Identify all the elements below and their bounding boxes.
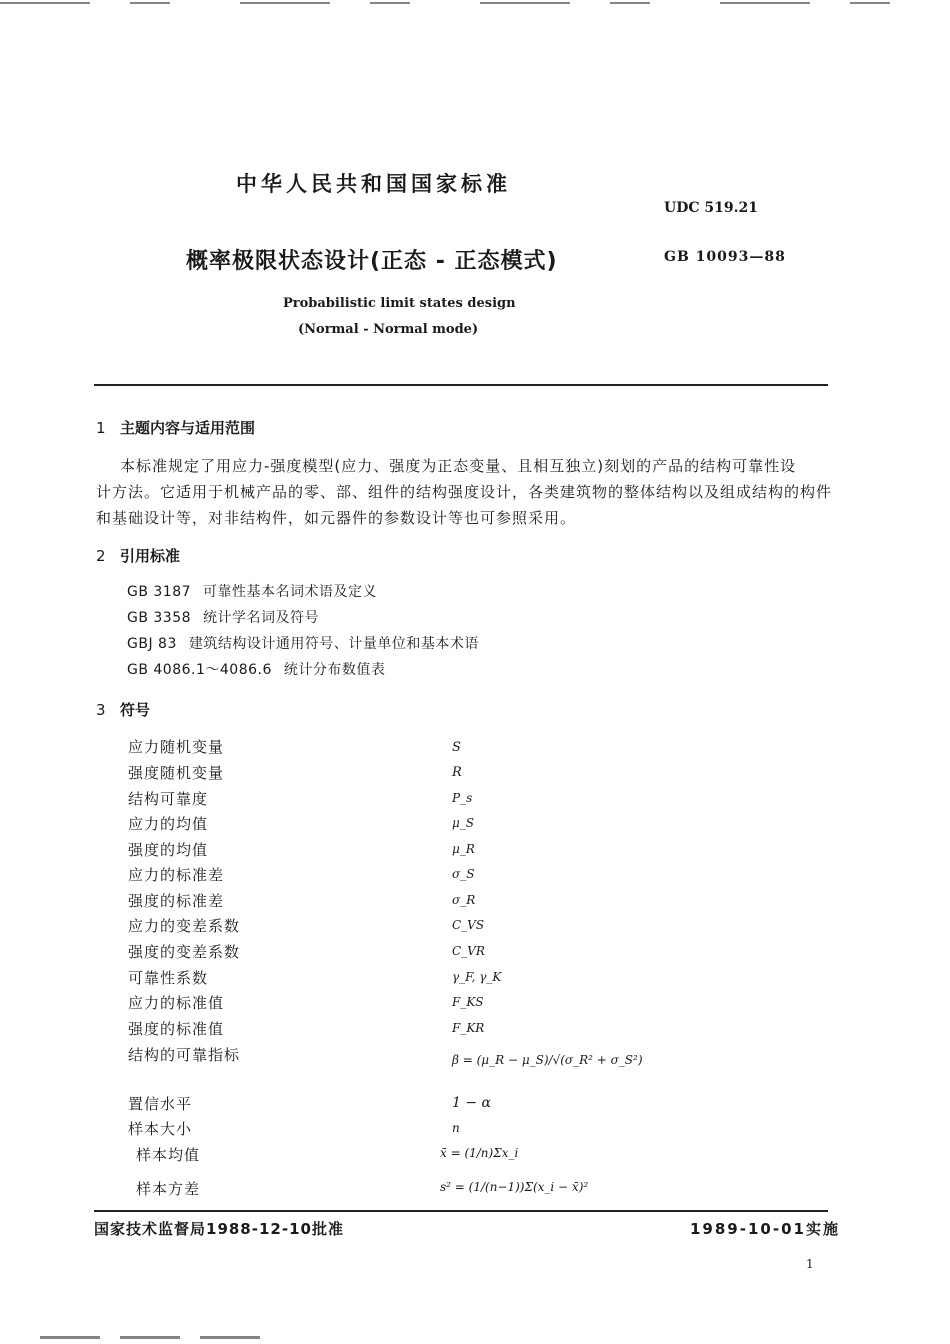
symbol-name: 样本大小 [128, 1120, 193, 1138]
symbol-name: 应力的变差系数 [128, 917, 241, 935]
symbol-value: n [452, 1121, 460, 1135]
symbol-name: 应力随机变量 [128, 738, 225, 756]
symbol-name: 置信水平 [128, 1095, 193, 1113]
symbol-name: 样本方差 [136, 1180, 201, 1198]
symbol-value: C_VS [452, 918, 485, 932]
section-1-line-1: 本标准规定了用应力-强度模型(应力、强度为正态变量、且相互独立)刻划的产品的结构可靠性设 [120, 457, 797, 475]
national-standard-title: 中华人民共和国国家标准 [236, 172, 511, 196]
sample-variance-formula: s² = (1/(n−1))Σ(x_i − x̄)² [440, 1180, 589, 1194]
symbol-name: 应力的均值 [128, 815, 209, 833]
section-2-heading [96, 545, 180, 566]
header-divider [94, 384, 828, 386]
gb-standard-code: GB 10093—88 [664, 249, 786, 265]
symbol-value: 1 − α [452, 1095, 491, 1111]
sample-mean-formula: x̄ = (1/n)Σx_i [440, 1146, 519, 1160]
symbol-value: σ_R [452, 893, 476, 907]
reference-title: 统计分布数值表 [283, 662, 386, 678]
document-title-en-line2: (Normal - Normal mode) [298, 322, 479, 337]
symbol-name: 结构可靠度 [128, 790, 209, 808]
udc-code: UDC 519.21 [664, 200, 758, 216]
symbol-name: 强度的标准差 [128, 892, 225, 910]
section-1-number: 1 [96, 419, 106, 437]
reliability-index-formula: β = (μ_R − μ_S)/√(σ_R² + σ_S²) [452, 1053, 643, 1067]
symbol-value: C_VR [452, 944, 485, 958]
symbol-name: 结构的可靠指标 [128, 1046, 241, 1064]
reference-item [127, 659, 385, 679]
symbol-value: γ_F, γ_K [452, 970, 502, 984]
document-title-en-line1: Probabilistic limit states design [283, 296, 516, 311]
section-1-heading [96, 417, 255, 438]
symbol-value: μ_S [452, 816, 475, 830]
symbol-value: F_KR [452, 1021, 485, 1035]
symbol-name: 样本均值 [136, 1146, 201, 1164]
section-1-title: 主题内容与适用范围 [120, 419, 256, 437]
symbol-name: 强度随机变量 [128, 764, 225, 782]
symbol-name: 强度的变差系数 [128, 943, 241, 961]
section-1-line-3: 和基础设计等，对非结构件，如元器件的参数设计等也可参照采用。 [96, 509, 577, 527]
section-2-title: 引用标准 [120, 547, 181, 565]
reference-code: GB 3358 [127, 610, 192, 626]
symbol-value: S [452, 740, 461, 755]
symbol-value: σ_S [452, 867, 475, 881]
section-2-number: 2 [96, 547, 106, 565]
section-3-title: 符号 [120, 701, 151, 719]
section-1-line-2: 计方法。它适用于机械产品的零、部、组件的结构强度设计，各类建筑物的整体结构以及组成结构的构件 [96, 483, 833, 501]
reference-code: GB 3187 [127, 584, 192, 600]
section-3-number: 3 [96, 701, 106, 719]
symbol-name: 应力的标准值 [128, 994, 225, 1012]
footer-divider [94, 1210, 828, 1212]
symbol-value: μ_R [452, 842, 475, 856]
reference-item [127, 607, 319, 627]
reference-title: 统计学名词及符号 [203, 610, 320, 626]
effective-date: 1989-10-01实施 [690, 1220, 840, 1238]
symbol-name: 强度的均值 [128, 841, 209, 859]
document-title-cn: 概率极限状态设计(正态 - 正态模式) [186, 249, 558, 274]
symbol-value: F_KS [452, 995, 484, 1009]
reference-title: 建筑结构设计通用符号、计量单位和基本术语 [188, 636, 479, 652]
reference-code: GBJ 83 [127, 636, 177, 652]
section-3-heading [96, 699, 150, 720]
reference-item [127, 581, 377, 601]
symbol-value: P_s [452, 791, 473, 805]
symbol-name: 可靠性系数 [128, 969, 209, 987]
reference-title: 可靠性基本名词术语及定义 [203, 584, 378, 600]
symbol-name: 应力的标准差 [128, 866, 225, 884]
scan-edge-bottom [40, 1336, 280, 1339]
approval-date: 国家技术监督局1988-12-10批准 [94, 1220, 344, 1238]
page-number: 1 [806, 1257, 814, 1271]
symbol-name: 强度的标准值 [128, 1020, 225, 1038]
reference-code: GB 4086.1～4086.6 [127, 662, 272, 678]
symbol-value: R [452, 765, 462, 780]
reference-item [127, 633, 479, 653]
scan-edge-top [0, 2, 950, 4]
